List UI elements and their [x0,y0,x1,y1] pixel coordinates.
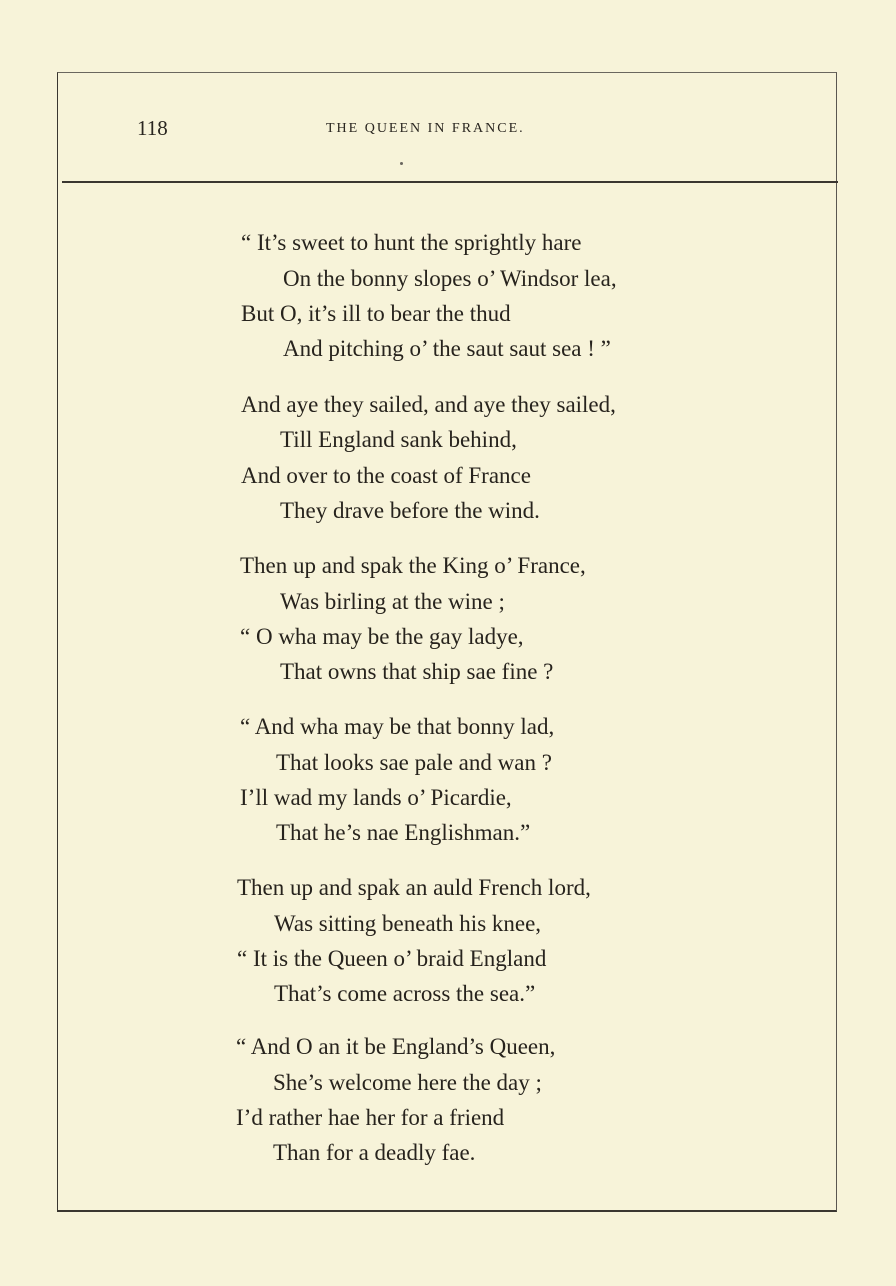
poem-line: “ It’s sweet to hunt the sprightly hare [241,230,582,255]
poem-line: Than for a deadly fae. [273,1140,476,1165]
poem-line: I’ll wad my lands o’ Picardie, [240,785,512,810]
poem-line: That owns that ship sae fine ? [280,659,554,684]
poem-line: And over to the coast of France [241,463,531,488]
poem-line: I’d rather hae her for a friend [236,1105,505,1130]
poem-line: But O, it’s ill to bear the thud [241,301,511,326]
poem-line: And pitching o’ the saut saut sea ! ” [283,336,611,361]
poem-line: “ O wha may be the gay ladye, [240,624,524,649]
poem-line: Then up and spak an auld French lord, [237,875,591,900]
poem-line: They drave before the wind. [280,498,540,523]
poem-line: “ And O an it be England’s Queen, [236,1034,556,1059]
poem-line: Till England sank behind, [280,427,517,452]
poem-line: That he’s nae Englishman.” [276,820,531,845]
poem-line: She’s welcome here the day ; [273,1070,542,1095]
poem-line: “ And wha may be that bonny lad, [240,714,555,739]
running-title: THE QUEEN IN FRANCE. [326,121,525,136]
poem-line: Was birling at the wine ; [280,589,505,614]
poem-line: That’s come across the sea.” [274,981,536,1006]
poem-line: Was sitting beneath his knee, [274,911,542,936]
poem-line: Then up and spak the King o’ France, [240,553,586,578]
poem-line: On the bonny slopes o’ Windsor lea, [283,266,617,291]
poem-line: And aye they sailed, and aye they sailed, [241,392,616,417]
poem-line: That looks sae pale and wan ? [276,750,552,775]
poem-line: “ It is the Queen o’ braid England [237,946,547,971]
page-number: 118 [137,116,168,140]
